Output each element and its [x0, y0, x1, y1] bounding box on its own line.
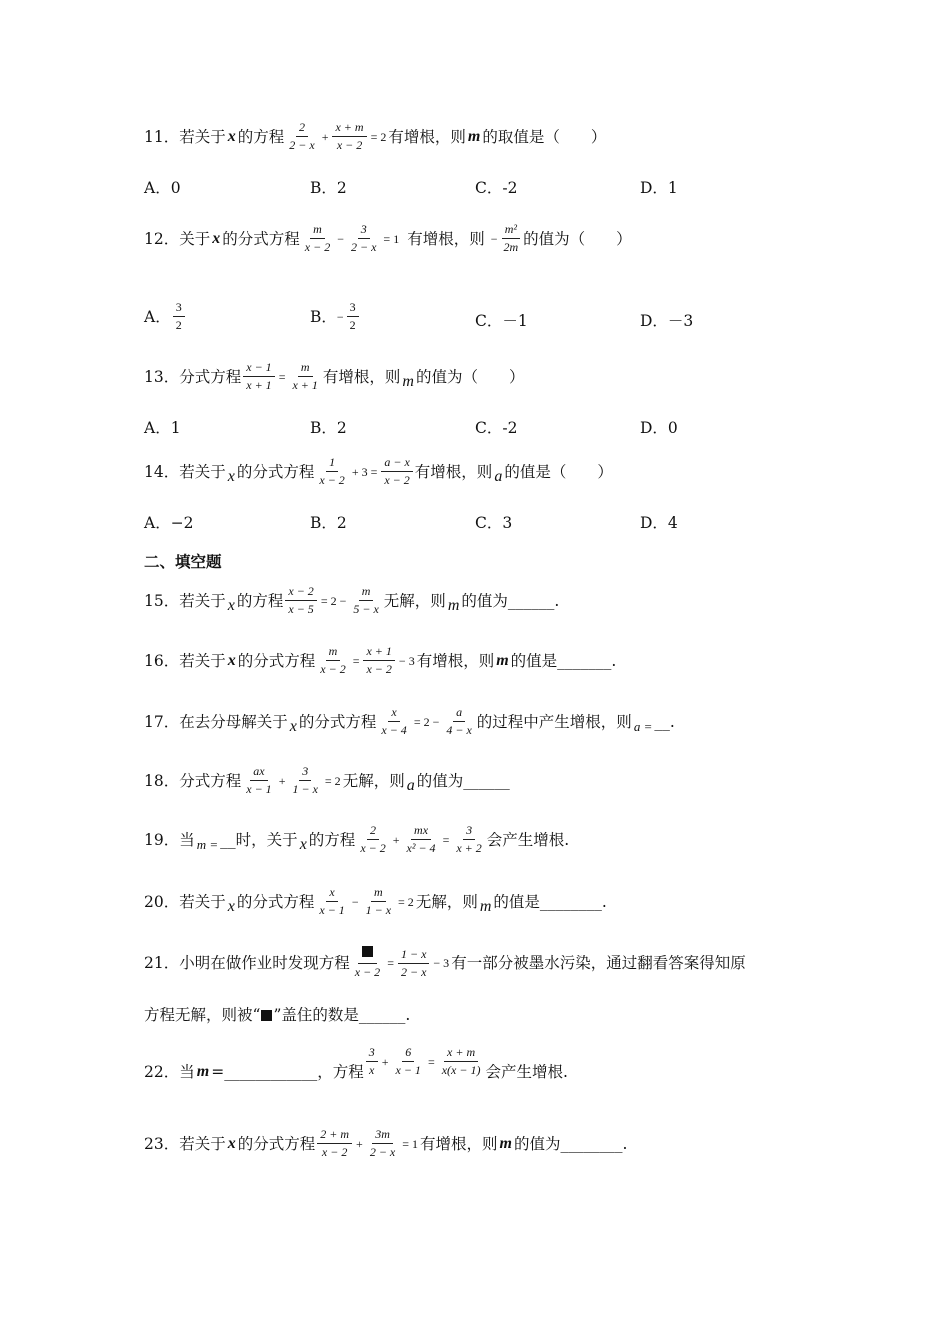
- answer-blank: __: [220, 830, 236, 849]
- question-14: [144, 455, 613, 488]
- q-number: 22．: [144, 1062, 180, 1081]
- fraction: $\frac{m}{x - 2}$: [304, 222, 331, 254]
- operator: =: [427, 1054, 435, 1069]
- operator: +: [381, 1054, 389, 1069]
- operator: = 2: [370, 129, 387, 144]
- operator: +: [356, 1136, 363, 1151]
- q-text: 分式方程: [179, 367, 242, 386]
- q-text: 关于: [179, 229, 211, 248]
- q-text: 会产生增根.: [486, 830, 570, 849]
- operator: − 3: [433, 956, 450, 970]
- fraction: $\frac{x + 1}{x - 2}$: [363, 644, 394, 677]
- q-text: 的方程: [308, 830, 356, 849]
- option-a: A．1: [144, 419, 181, 437]
- fraction: $\frac{2}{2 - x}$: [289, 120, 315, 152]
- q-text: 的值为（ ）: [415, 367, 525, 386]
- q-number: 20．: [144, 892, 180, 911]
- fraction: $\frac{m}{5 - x}$: [353, 584, 379, 616]
- operator: +: [278, 773, 286, 788]
- q-text: 若关于: [179, 892, 226, 911]
- fraction: $\frac{3}{2}$: [173, 300, 185, 333]
- q-text: 的分式方程: [236, 462, 315, 481]
- fraction: $\frac{1}{x - 2}$: [319, 455, 345, 487]
- operator: +: [392, 832, 400, 847]
- q-text: 小明在做作业时发现方程: [179, 954, 350, 972]
- q-text: 若关于: [179, 127, 226, 146]
- fraction: $\frac{a - x}{x - 2}$: [381, 455, 412, 488]
- q-text: 若关于: [179, 591, 226, 610]
- fraction: $\frac{1 - x}{2 - x}$: [398, 947, 429, 980]
- q-number: 12．: [144, 229, 180, 248]
- q-text: 的方程: [237, 127, 285, 146]
- fraction: $\frac{a}{4 - x}$: [446, 705, 472, 737]
- fraction: $\frac{3}{1 - x}$: [292, 764, 318, 796]
- var-x: x: [227, 1134, 236, 1152]
- var-x: x: [227, 127, 236, 145]
- var-m: m: [402, 372, 414, 390]
- option-b: B． − $\frac{3}{2}$: [310, 300, 361, 333]
- option-b: B．2: [310, 179, 347, 197]
- var-x: x: [227, 467, 235, 485]
- fraction: $\frac{mx}{\text{x² − 4}}$: [406, 823, 436, 855]
- option-d: D．4: [640, 514, 678, 532]
- option-d: D．－3: [640, 312, 694, 330]
- q-text: 的分式方程: [237, 651, 316, 670]
- q-text: ，方程: [317, 1062, 364, 1081]
- q-text: 当: [179, 1062, 195, 1081]
- q-text: 有增根，则: [407, 229, 485, 248]
- operator: =: [352, 653, 360, 668]
- operator: = 2 −: [320, 593, 347, 608]
- q-text: 的值是（ ）: [504, 462, 613, 481]
- q-number: 21．: [144, 954, 180, 972]
- q-text: 方程无解，则被“: [144, 1006, 261, 1024]
- operator: −: [351, 894, 359, 909]
- q-text: 的取值是（ ）: [482, 127, 607, 146]
- operator: =: [442, 832, 450, 847]
- q-number: 16．: [144, 651, 180, 670]
- fraction: $\frac{x + m}{x(x - 1)}$: [441, 1045, 481, 1077]
- q-text: 的过程中产生增根，则: [476, 712, 632, 731]
- question-21-line2: [144, 1005, 410, 1025]
- q-text: 的值为（ ）: [523, 229, 632, 248]
- var-x: x: [289, 717, 297, 735]
- q-number: 15．: [144, 591, 180, 610]
- var-m: m: [196, 1062, 210, 1080]
- var-m: m: [496, 651, 509, 669]
- option-b: B．2: [310, 419, 347, 437]
- fraction: x − 2: [352, 946, 383, 980]
- question-18: [144, 764, 510, 797]
- option-a: A． $\frac{3}{2}$: [144, 300, 187, 333]
- fraction: $\frac{3}{2 - x}$: [350, 222, 377, 254]
- q-number: 19．: [144, 830, 180, 849]
- q-text: 的分式方程: [236, 892, 315, 911]
- question-13: [144, 360, 525, 393]
- fraction: $\frac{2 + m}{x - 2}$: [317, 1127, 352, 1160]
- q-text: 无解，则: [415, 892, 478, 911]
- question-23: [144, 1127, 627, 1160]
- negative-sign: −: [490, 231, 498, 246]
- option-d: D．0: [640, 419, 678, 437]
- q-text: 的值为________.: [514, 1134, 628, 1153]
- option-c: C．－1: [475, 312, 528, 330]
- q-text: 若关于: [179, 462, 226, 481]
- fraction: $\frac{ax}{x - 1}$: [246, 764, 272, 796]
- var-m: m: [447, 596, 460, 614]
- q-number: 14．: [144, 462, 180, 481]
- var-a: a: [406, 776, 415, 794]
- fraction: $\frac{3}{2}$: [347, 300, 359, 333]
- fraction: $\frac{x}{x - 1}$: [319, 885, 345, 917]
- question-17: [144, 705, 675, 738]
- var-m: m: [467, 127, 481, 145]
- question-16: [144, 644, 616, 677]
- q-text: 若关于: [179, 1134, 226, 1153]
- option-a: A．−2: [144, 514, 194, 532]
- operator: = 2: [398, 894, 414, 909]
- q-text: 无解，则: [342, 771, 405, 790]
- option-c: C．-2: [475, 179, 518, 197]
- q-text: 当: [179, 830, 195, 849]
- option-a: A．0: [144, 179, 181, 197]
- ink-blot-icon: [261, 1010, 272, 1021]
- q-text: 无解，则: [383, 591, 446, 610]
- q-number: 11．: [144, 127, 180, 146]
- fraction: $\frac{x + m}{x - 2}$: [332, 120, 366, 153]
- operator: = 1: [402, 1136, 419, 1151]
- question-11: [144, 120, 606, 153]
- q-text: 有一部分被墨水污染，通过翻看答案得知原: [451, 954, 746, 972]
- operator: = 1: [383, 231, 400, 246]
- fraction: $\frac{3}{x + 2}$: [456, 823, 482, 855]
- operator: + 3 =: [351, 464, 378, 479]
- fraction: $\frac{2}{x - 2}$: [360, 823, 386, 855]
- q-number: 23．: [144, 1134, 180, 1153]
- question-21: [144, 946, 746, 980]
- operator: − 3: [398, 653, 415, 668]
- fraction: $\frac{3}{x}$: [366, 1045, 378, 1078]
- fraction: $\frac{x}{x - 4}$: [381, 705, 407, 737]
- var-a: a =: [633, 718, 653, 734]
- answer-blank: =____________: [211, 1062, 318, 1081]
- q-number: 13．: [144, 367, 180, 386]
- q-text: 有增根，则: [420, 1134, 498, 1153]
- var-a: a: [494, 467, 503, 485]
- q-text: ”盖住的数是______.: [273, 1006, 411, 1024]
- question-15: [144, 584, 559, 617]
- operator: =: [278, 369, 286, 384]
- question-22: [144, 1045, 568, 1088]
- q-text: 的分式方程: [222, 229, 300, 248]
- fraction: $\frac{3m}{2 - x}$: [369, 1127, 396, 1159]
- q-text: 的值是________.: [493, 892, 607, 911]
- question-12: [144, 222, 632, 255]
- q-text: 在去分母解关于: [179, 712, 288, 731]
- q-text: 的值为______.: [461, 591, 560, 610]
- q-text: 的值是_______.: [510, 651, 617, 670]
- q-number: 17．: [144, 712, 180, 731]
- fraction: $\frac{\text{m²}}{2m}$: [503, 222, 519, 254]
- question-20: [144, 885, 607, 918]
- q-text: 的值为______: [416, 771, 510, 790]
- operator: = 2: [324, 773, 341, 788]
- option-d: D．1: [640, 179, 678, 197]
- var-m: m =: [196, 836, 219, 852]
- q-text: 的分式方程: [298, 712, 377, 731]
- q-text: 的方程: [236, 591, 284, 610]
- q-number: 18．: [144, 771, 180, 790]
- q-text: 有增根，则: [416, 651, 495, 670]
- fraction: $\frac{m}{1 - x}$: [365, 885, 392, 917]
- q-text: 的分式方程: [237, 1134, 316, 1153]
- var-x: x: [227, 651, 236, 669]
- var-m: m: [479, 897, 492, 915]
- var-x: x: [227, 897, 235, 915]
- operator: = 2 −: [413, 714, 440, 729]
- fraction: $\frac{m}{x - 2}$: [320, 644, 346, 676]
- operator: =: [387, 956, 394, 970]
- operator: +: [321, 129, 329, 144]
- fraction: $\frac{6}{x - 1}$: [395, 1045, 421, 1077]
- fraction: $\frac{x - 2}{x - 5}$: [285, 584, 316, 617]
- q-text: 有增根，则: [414, 462, 493, 481]
- q-text: 分式方程: [179, 771, 242, 790]
- var-m: m: [499, 1134, 512, 1152]
- fraction: $\frac{x - 1}{x + 1}$: [243, 360, 274, 393]
- question-19: [144, 823, 569, 856]
- section-heading: 二、填空题: [144, 553, 222, 571]
- q-text: 会产生增根.: [485, 1062, 568, 1081]
- var-x: x: [212, 229, 221, 247]
- q-text: 若关于: [179, 651, 226, 670]
- operator: −: [337, 231, 344, 246]
- fraction: $\frac{m}{x + 1}$: [292, 360, 318, 392]
- option-c: C．3: [475, 514, 513, 532]
- option-c: C．-2: [475, 419, 518, 437]
- option-b: B．2: [310, 514, 347, 532]
- q-text: 有增根，则: [388, 127, 466, 146]
- ink-blot-icon: [362, 946, 373, 957]
- q-text: 时，关于: [235, 830, 298, 849]
- var-x: x: [227, 596, 235, 614]
- q-text: 有增根，则: [322, 367, 401, 386]
- var-x: x: [299, 835, 307, 853]
- q-text: __.: [654, 712, 675, 731]
